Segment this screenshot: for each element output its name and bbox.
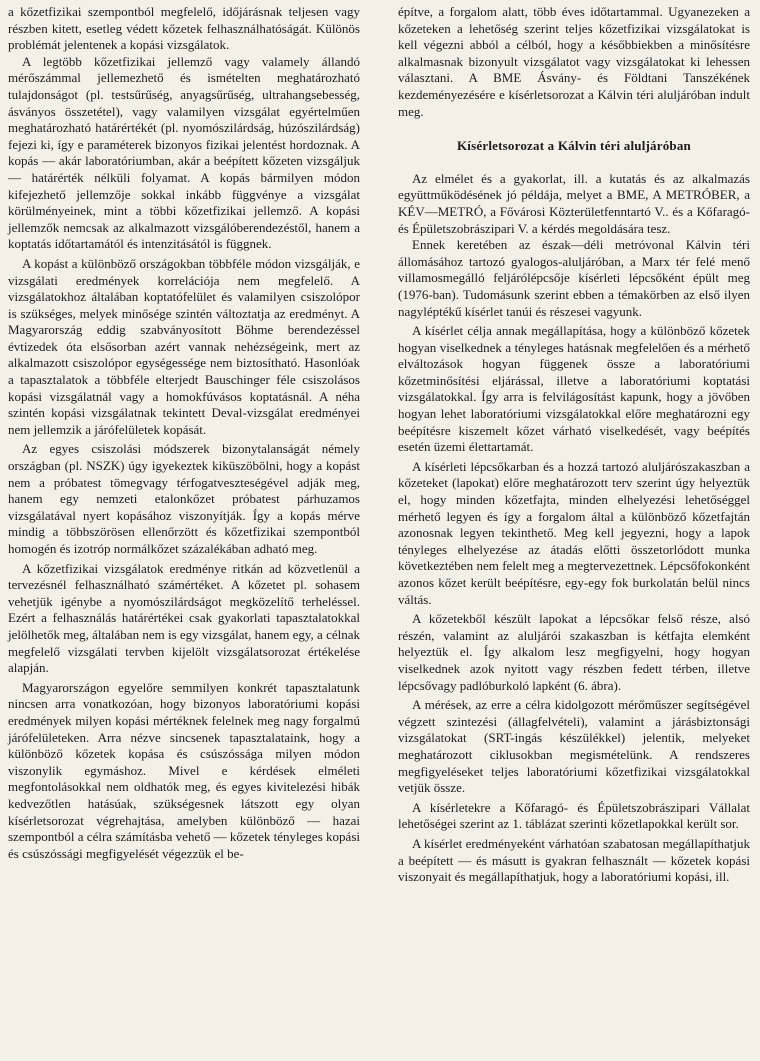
- right-column: [398, 4, 750, 886]
- paragraph: A kísérletekre a Kőfaragó- és Épületszobrászipari Vállalat lehetőségei szerint az 1. táblázat szerinti kőzetlapokkal került sor.: [398, 799, 750, 832]
- paragraph: a kőzetfizikai szempontból megfelelő, időjárásnak teljesen vagy részben kitett, esetleg védett kőzetek felhasználhatóságát. Különös problémát jelentenek a kopási vizsgálatok.: [8, 4, 360, 53]
- paragraph: A kopást a különböző országokban többféle módon vizsgálják, e vizsgálati eredmények korrelációja nem megfelelő. A vizsgálatokhoz általában koptatófelület és valamilyen csiszolópor is szükséges, melyek minősége szintén változtatja az eredményt. A Magyarország eddig szabványosított Böhme berendezéssel évtizedek óta elsősorban azért vannak nehézségeink, mert az alkalmazott csiszolópor egységessége nem biztosítható. Hasonlóak a tapasztalatok a többféle elterjedt Bauschinger féle csiszolásos kopási vizsgálatnál vagy a homokfúvásos koptatásnál. A néha szintén kopási vizsgálatnak tekintett Deval-vizsgálat eredményei nem jellemzik a járófelületek kopását.: [8, 255, 360, 437]
- paragraph: A legtöbb kőzetfizikai jellemző vagy valamely állandó mérőszámmal jellemezhető és ismételten meghatározható tulajdonságot (pl. testsűrűség, anyagsűrűség, ultrahangsebesség, ásványos összetétel), vagy valamilyen vizsgálat egyértelműen meghatározható határértékét (pl. nyomószilárdság, húzószilárdság) fejezi ki, így e paraméterek bizonyos fizikai jelentést hordoznak. A kopás — akár laboratóriumban, akár a beépített kőzeten vizsgáljuk — határérték nélküli folyamat. A kopás bármilyen módon kifejezhető jellemzője sokkal inkább függvénye a vizsgálat körülményeinek, mint a többi kőzetfizikai jellemző. A kopási jellemzők nemcsak az alkalmazott vizsgálóberendezéstől, hanem a koptatás időtartamától és intenzitásától is függnek.: [8, 53, 360, 252]
- paragraph: Magyarországon egyelőre semmilyen konkrét tapasztalatunk nincsen arra vonatkozóan, hogy bizonyos laboratóriumi kopási eredmények milyen kopási mértéknek felelnek meg nagy forgalmú járófelületeken. Arra nézve sincsenek tapasztalataink, hogy a különböző kőzetek kopása és csúszóssága milyen módon viszonylik egymáshoz. Mivel e kérdések elméleti megfontolásokkal nem oldhatók meg, és egyes kivitelezési hibák kedvezőtlen hatásúak, szükségesnek látszott egy olyan kísérletsorozat végrehajtása, amelyben különböző — hazai szempontból a célra számításba vehető — kőzetek tényleges kopási és csúszóssági megfigyelését végezzük el be-: [8, 679, 360, 861]
- paragraph: Az elmélet és a gyakorlat, ill. a kutatás és az alkalmazás együttműködésének jó példája, melyet a BME, A METRÓBER, a KÉV—METRÓ, a Fővárosi Közterületfenntartó V.. és a Kőfaragó- és Épületszobrászipari V. a kérdés megoldására tesz.: [398, 170, 750, 236]
- left-column: [8, 4, 360, 862]
- paragraph: A kísérleti lépcsőkarban és a hozzá tartozó aluljárószakaszban a kőzeteket (lapokat) előre meghatározott terv szerint úgy helyeztük el, hogy minden kőzetfajta, minden elhelyezési lehetőséggel mérhető legyen és így a forgalom által a különböző kőzetfajtán azonosnak legyen tekinthető. Meg kell jegyezni, hogy a lapok tényleges elhelyezése az átadás előtti összetorlódott munka következtében nem felelt meg a megtervezettnek. Lépcsőfokonként azonos kőzet került beépítésre, egy-egy fok burkolatán belül nincs váltás.: [398, 458, 750, 607]
- section-heading: Kísérletsorozat a Kálvin téri aluljáróban: [457, 138, 691, 154]
- paragraph: Ennek keretében az észak—déli metróvonal Kálvin téri állomásához tartozó gyalogos-aluljáróban, a Marx tér felé menő villamosmegálló feljárólépcsője kísérleti lépcsőként épült meg (1976-ban). Tudomásunk szerint ebben a témakörben az első ilyen nagyléptékű kísérlet tanúi és részesei vagyunk.: [398, 237, 750, 319]
- paragraph: A kísérlet célja annak megállapítása, hogy a különböző kőzetek hogyan viselkednek a tényleges hatásnak megfelelően és a mérhető elváltozások hogyan függenek össze a laboratóriumi kőzetminősítési eljárással, illetve a laboratóriumi koptatási vizsgálatokkal. Így arra is felvilágosítást kapunk, hogy a jövőben hogyan lehet laboratóriumi vizsgálatokkal előre meghatározni egy beépítésre kiszemelt kőzet várható viselkedését, vagy beépítés esetén üzemi élettartamát.: [398, 323, 750, 455]
- paragraph: A mérések, az erre a célra kidolgozott mérőműszer segítségével végzett szintezési (állagfelvételi), valamint a járásbiztonsági vizsgálatokat (SRT-ingás készülékkel) jelentik, melyeket meghatározott ciklusokban megismételünk. A rendszeres megfigyeléseket teljes laboratóriumi kőzetfizikai vizsgálatokkal vetjük össze.: [398, 697, 750, 796]
- paragraph: A kísérlet eredményeként várhatóan szabatosan megállapíthatjuk a beépített — és másutt is gyakran felhasznált — kőzetek kopási viszonyait és megállapíthatjuk, hogy a laboratóriumi kopási, ill.: [398, 835, 750, 885]
- paragraph: A kőzetfizikai vizsgálatok eredménye ritkán ad közvetlenül a tervezésnél felhasználható számértéket. A kőzetet pl. sohasem vehetjük igénybe a nyomószilárdságot megközelítő terheléssel. Ezért a felhasználás határértékei csak gyakorlati tapasztalatokkal jelölhetők meg, általában nem is egy vizsgálat, hanem egy, a célnak megfelelő vizsgálati tervben kijelölt vizsgálatsorozat értékelése alapján.: [8, 560, 360, 676]
- paragraph: A kőzetekből készült lapokat a lépcsőkar felső része, alsó részén, valamint az aluljárói szakaszban is kétfajta elemként helyeztük el. Így alkalom lesz megfigyelni, hogy hogyan viselkednek azok nyitott vagy részben fedett térben, illetve lépcsővagy padlóburkoló lapként (6. ábra).: [398, 611, 750, 693]
- paragraph: Az egyes csiszolási módszerek bizonytalanságát némely országban (pl. NSZK) úgy igyekeztek kiküszöbölni, hogy a kopást nem a próbatest tömegvagy térfogatveszteségével adják meg, hanem egy nemzeti etalonkőzet próbatest párhuzamos vizsgálatával nyert kopásához viszonyítják. Így a kopás mérve mindig a többszörösen ellenőrzött és kőzetfizikai szempontból homogén és izotróp normálkőzet százalékában adható meg.: [8, 441, 360, 556]
- paragraph: építve, a forgalom alatt, több éves időtartammal. Ugyanezeken a kőzeteken a lehetőség szerint teljes kőzetfizikai vizsgálatokat is kell végezni abból a célból, hogy a későbbiekben a minősítésre alkalmasnak bizonyult vizsgálatot vagy vizsgálatokat ki lehessen választani. A BME Ásvány- és Földtani Tanszékének kezdeményezésére e kísérletsorozat a Kálvin téri aluljáróban indult meg.: [398, 4, 750, 119]
